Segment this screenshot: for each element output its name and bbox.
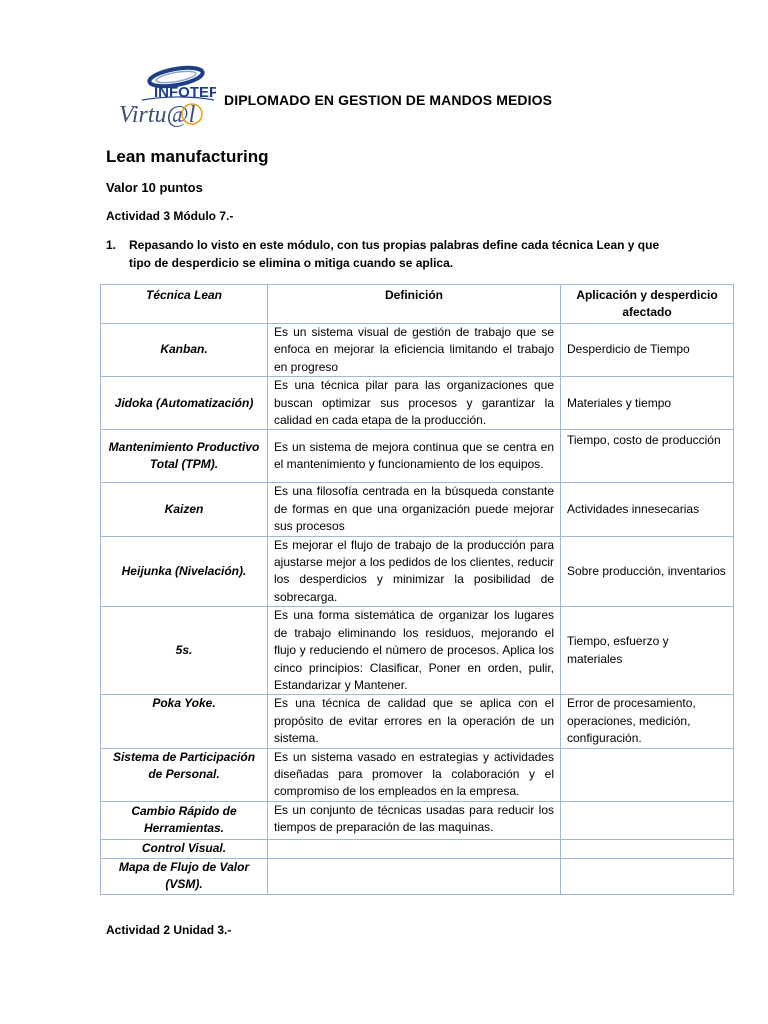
table-row (101, 748, 734, 801)
tecnica-cell: Cambio Rápido de Herramientas. (101, 801, 268, 839)
points-value: Valor 10 puntos (106, 180, 203, 195)
question-item (106, 236, 666, 272)
table-row (101, 607, 734, 695)
table-row (101, 858, 734, 894)
aplicacion-cell: Actividades innesecarias (561, 483, 734, 536)
definicion-cell: Es una filosofía centrada en la búsqueda constante de formas en que una organización puede mejorar sus procesos (268, 483, 561, 536)
logo-graphic (116, 64, 216, 130)
aplicacion-cell (561, 839, 734, 858)
page-title: Lean manufacturing (106, 147, 269, 166)
activity-heading: Actividad 3 Módulo 7.- (106, 209, 234, 223)
definicion-cell: Es un sistema de mejora continua que se centra en el mantenimiento y funcionamiento de los equipos. (268, 430, 561, 483)
definicion-cell: Es un conjunto de técnicas usadas para reducir los tiempos de preparación de las maquinas. (268, 801, 561, 839)
table-row (101, 536, 734, 607)
table-row (101, 430, 734, 483)
tecnica-cell: Kaizen (101, 483, 268, 536)
aplicacion-cell (561, 748, 734, 801)
program-title: DIPLOMADO EN GESTION DE MANDOS MEDIOS (224, 92, 553, 108)
definicion-cell (268, 858, 561, 894)
definicion-cell: Es una técnica pilar para las organizaciones que buscan optimizar sus procesos y garantizar la calidad en cada etapa de la producción. (268, 377, 561, 430)
question-number: 1. (106, 238, 117, 252)
aplicacion-cell (561, 801, 734, 839)
table-row (101, 839, 734, 858)
tecnica-cell: Jidoka (Automatización) (101, 377, 268, 430)
aplicacion-cell (561, 858, 734, 894)
aplicacion-cell: Sobre producción, inventarios (561, 536, 734, 607)
aplicacion-cell: Error de procesamiento, operaciones, medición, configuración. (561, 695, 734, 748)
table-row (101, 377, 734, 430)
tecnica-cell: Control Visual. (101, 839, 268, 858)
table-row (101, 324, 734, 377)
aplicacion-cell: Tiempo, esfuerzo y materiales (561, 607, 734, 695)
aplicacion-cell: Materiales y tiempo (561, 377, 734, 430)
aplicacion-cell: Tiempo, costo de producción (561, 430, 734, 483)
tecnica-cell: Sistema de Participación de Personal. (101, 748, 268, 801)
tecnica-cell: Poka Yoke. (101, 695, 268, 748)
definicion-cell: Es un sistema vasado en estrategias y actividades diseñadas para promover la colaboración y el compromiso de los empleados en la empresa. (268, 748, 561, 801)
question-text: Repasando lo visto en este módulo, con tus propias palabras define cada técnica Lean y que tipo de desperdicio se elimina o mitiga cuando se aplica. (129, 238, 660, 270)
table-row (101, 483, 734, 536)
tecnica-cell: Heijunka (Nivelación). (101, 536, 268, 607)
tecnica-cell: Mapa de Flujo de Valor (VSM). (101, 858, 268, 894)
header-tecnica: Técnica Lean (101, 285, 268, 324)
table-header-row (101, 285, 734, 324)
svg-text:INFOTEP: INFOTEP (154, 84, 216, 101)
tecnica-cell: Mantenimiento Productivo Total (TPM). (101, 430, 268, 483)
infotep-virtual-logo (116, 64, 216, 130)
svg-text:Virtu@l: Virtu@l (119, 102, 196, 128)
definicion-cell: Es una forma sistemática de organizar los lugares de trabajo eliminando los residuos, mejorando el flujo y reduciendo el número de procesos. Aplica los cinco principios: Clasificar, Poner en orden, pulir, Estandarizar y Mantener. (268, 607, 561, 695)
definicion-cell: Es mejorar el flujo de trabajo de la producción para ajustarse mejor a los pedidos de los clientes, reducir los desperdicios y minimizar la posibilidad de sobrecarga. (268, 536, 561, 607)
table-row (101, 695, 734, 748)
tecnica-cell: 5s. (101, 607, 268, 695)
table-row (101, 801, 734, 839)
definicion-cell: Es un sistema visual de gestión de trabajo que se enfoca en mejorar la eficiencia limitando el trabajo en progreso (268, 324, 561, 377)
header-definicion: Definición (268, 285, 561, 324)
definicion-cell (268, 839, 561, 858)
tecnica-cell: Kanban. (101, 324, 268, 377)
lean-techniques-table (100, 284, 734, 895)
next-activity-heading: Actividad 2 Unidad 3.- (106, 923, 232, 937)
definicion-cell: Es una técnica de calidad que se aplica con el propósito de evitar errores en la operación de un sistema. (268, 695, 561, 748)
header-aplicacion: Aplicación y desperdicio afectado (561, 285, 734, 324)
aplicacion-cell: Desperdicio de Tiempo (561, 324, 734, 377)
